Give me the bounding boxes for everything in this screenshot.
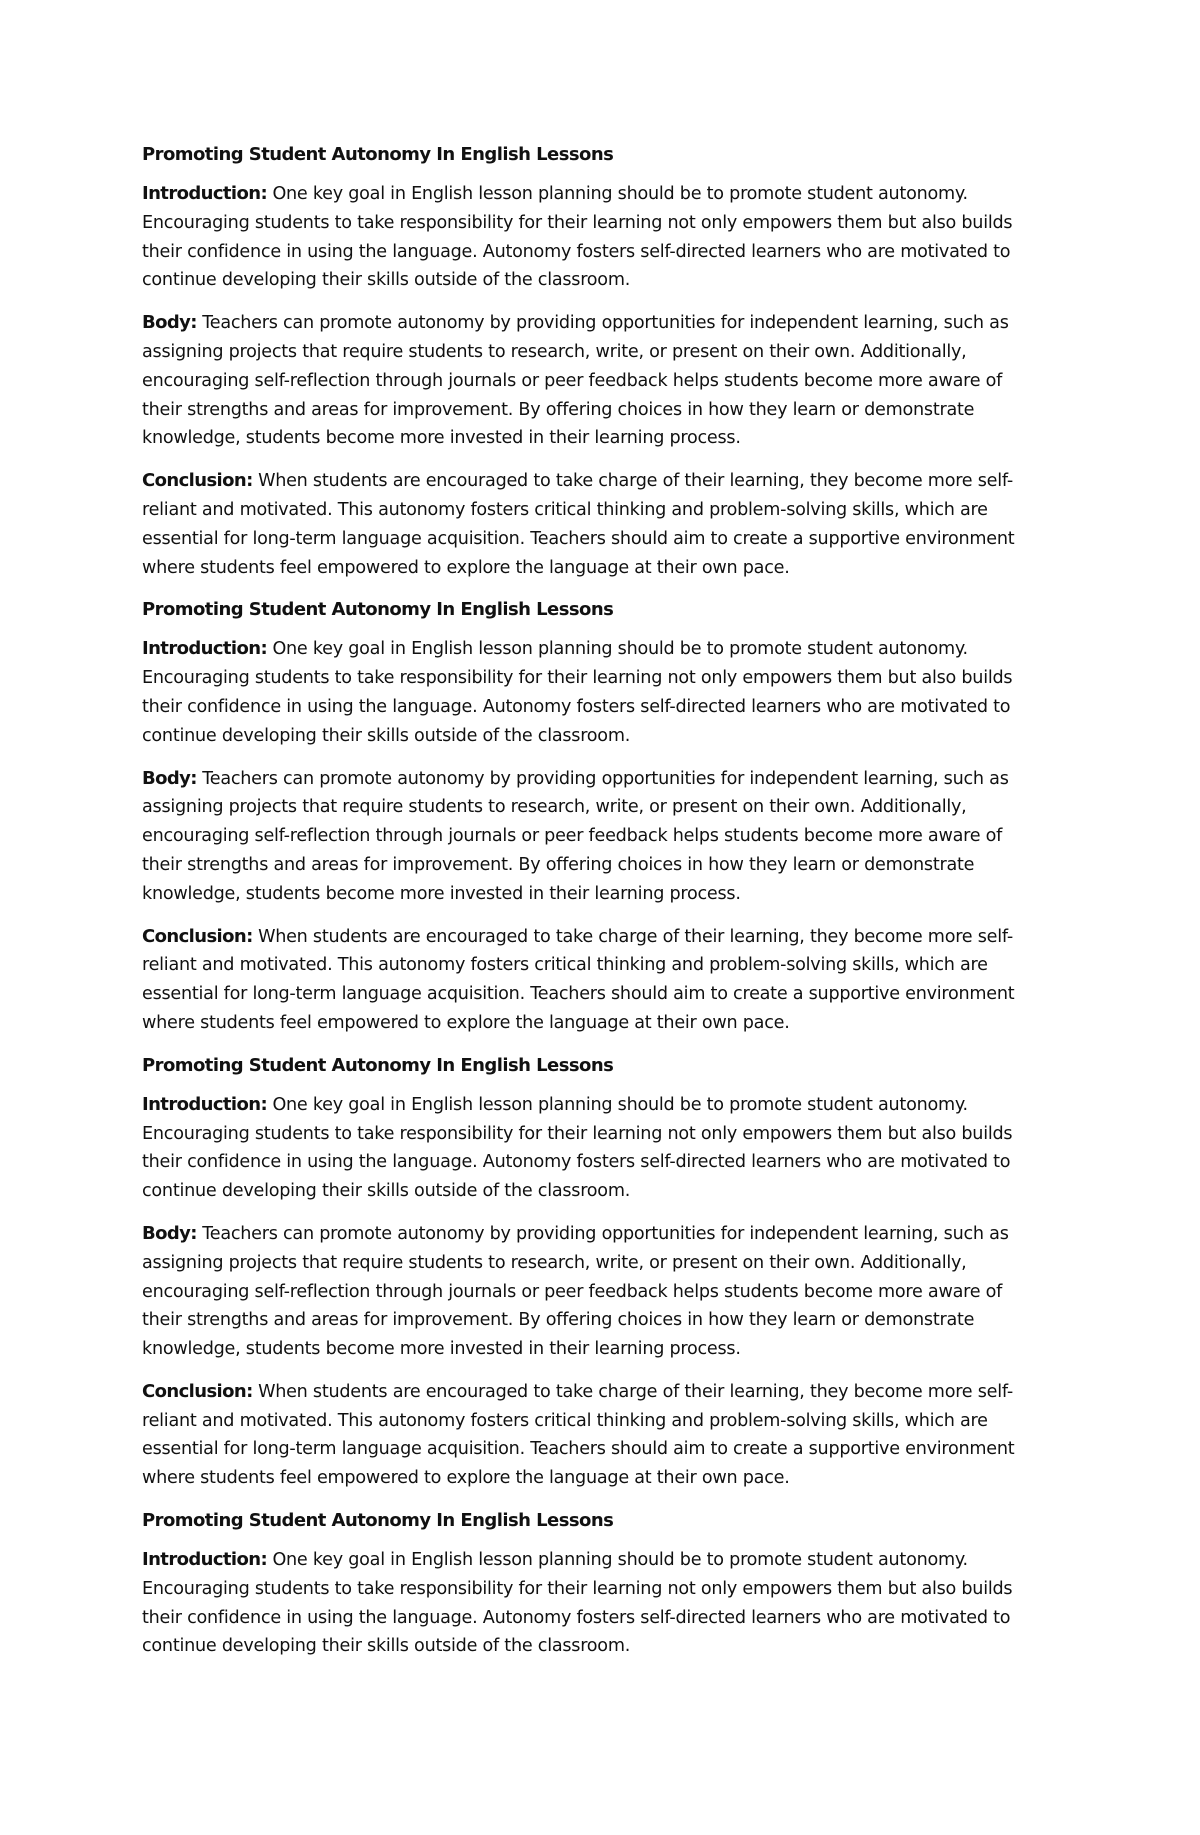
paragraph-line — [142, 367, 1042, 396]
line-text: reliant and motivated. This autonomy fosters critical thinking and problem-solving skills, which are — [142, 499, 988, 520]
paragraph-line — [142, 1435, 1042, 1464]
paragraph-line — [142, 664, 1042, 693]
paragraph-line — [142, 238, 1042, 267]
paragraph-line — [142, 396, 1042, 425]
line-text: essential for long-term language acquisition. Teachers should aim to create a supportive environment — [142, 984, 1015, 1005]
body-paragraph — [142, 923, 1042, 1038]
line-text: Encouraging students to take responsibility for their learning not only empowers them but also builds — [142, 212, 1013, 233]
body-paragraph — [142, 765, 1042, 909]
paragraph-line — [142, 496, 1042, 525]
line-text: continue developing their skills outside of the classroom. — [142, 1181, 631, 1202]
line-text: reliant and motivated. This autonomy fosters critical thinking and problem-solving skills, which are — [142, 1410, 988, 1431]
line-text: knowledge, students become more invested in their learning process. — [142, 883, 741, 904]
line-text: Encouraging students to take responsibility for their learning not only empowers them but also builds — [142, 1123, 1013, 1144]
line-text: One key goal in English lesson planning should be to promote student autonomy. — [272, 184, 968, 204]
paragraph-line — [142, 1546, 1042, 1575]
line-text: Teachers can promote autonomy by providing opportunities for independent learning, such as — [202, 768, 1009, 789]
line-text: their strengths and areas for improvement. By offering choices in how they learn or demonstrate — [142, 1310, 975, 1331]
paragraph-line — [142, 1604, 1042, 1633]
document-section — [142, 1507, 1042, 1661]
line-text: their confidence in using the language. Autonomy fosters self-directed learners who are motivated to — [142, 696, 1011, 717]
line-text: One key goal in English lesson planning should be to promote student autonomy. — [272, 1550, 968, 1571]
paragraph-line — [142, 851, 1042, 880]
paragraph-line — [142, 923, 1042, 952]
paragraph-line — [142, 951, 1042, 980]
line-text: encouraging self-reflection through journals or peer feedback helps students become more aware of — [142, 370, 1003, 391]
paragraph-line — [142, 266, 1042, 295]
line-text: assigning projects that require students to research, write, or present on their own. Additionally, — [142, 1252, 967, 1273]
paragraph-line — [142, 1335, 1042, 1364]
body-paragraph — [142, 180, 1042, 295]
body-paragraph — [142, 635, 1042, 750]
paragraph-line — [142, 1091, 1042, 1120]
paragraph-line — [142, 722, 1042, 751]
paragraph-label: Introduction: — [142, 638, 268, 660]
paragraph-label: Introduction: — [142, 183, 268, 204]
paragraph-line — [142, 309, 1042, 338]
paragraph-line — [142, 180, 1042, 209]
line-text: When students are encouraged to take charge of their learning, they become more self- — [258, 1381, 1013, 1402]
line-text: encouraging self-reflection through journals or peer feedback helps students become more aware of — [142, 1281, 1003, 1302]
section-heading: Promoting Student Autonomy In English Lessons — [142, 1054, 614, 1076]
paragraph-label: Body: — [142, 1222, 197, 1244]
paragraph-line — [142, 554, 1042, 583]
line-text: their confidence in using the language. Autonomy fosters self-directed learners who are motivated to — [142, 1152, 1011, 1173]
paragraph-line — [142, 693, 1042, 722]
paragraph-line — [142, 1120, 1042, 1149]
line-text: their strengths and areas for improvement. By offering choices in how they learn or demonstrate — [142, 399, 975, 420]
body-paragraph — [142, 467, 1042, 582]
paragraph-line — [142, 1278, 1042, 1307]
line-text: When students are encouraged to take charge of their learning, they become more self- — [258, 471, 1013, 492]
paragraph-line — [142, 209, 1042, 238]
paragraph-line — [142, 980, 1042, 1009]
line-text: knowledge, students become more invested in their learning process. — [142, 428, 741, 449]
paragraph-line — [142, 1464, 1042, 1493]
paragraph-line — [142, 1009, 1042, 1038]
line-text: continue developing their skills outside of the classroom. — [142, 270, 631, 291]
line-text: Encouraging students to take responsibility for their learning not only empowers them but also builds — [142, 668, 1013, 689]
line-text: When students are encouraged to take charge of their learning, they become more self- — [258, 926, 1013, 947]
line-text: knowledge, students become more invested in their learning process. — [142, 1339, 741, 1360]
paragraph-line — [142, 1407, 1042, 1436]
paragraph-label: Introduction: — [142, 1549, 268, 1571]
paragraph-line — [142, 1249, 1042, 1278]
section-heading: Promoting Student Autonomy In English Lessons — [142, 1510, 614, 1532]
line-text: where students feel empowered to explore the language at their own pace. — [142, 1012, 790, 1033]
paragraph-line — [142, 424, 1042, 453]
paragraph-label: Conclusion: — [142, 470, 253, 492]
line-text: assigning projects that require students to research, write, or present on their own. Additionally, — [142, 797, 967, 818]
line-text: their confidence in using the language. Autonomy fosters self-directed learners who are motivated to — [142, 1607, 1011, 1628]
document-section — [142, 596, 1042, 1037]
paragraph-line — [142, 1220, 1042, 1249]
line-text: encouraging self-reflection through journals or peer feedback helps students become more aware of — [142, 826, 1003, 847]
paragraph-line — [142, 1306, 1042, 1335]
line-text: reliant and motivated. This autonomy fosters critical thinking and problem-solving skills, which are — [142, 955, 988, 976]
paragraph-line — [142, 338, 1042, 367]
document-section — [142, 141, 1042, 582]
line-text: where students feel empowered to explore the language at their own pace. — [142, 557, 790, 578]
line-text: essential for long-term language acquisition. Teachers should aim to create a supportive environment — [142, 1439, 1015, 1460]
line-text: Encouraging students to take responsibility for their learning not only empowers them but also builds — [142, 1578, 1013, 1599]
paragraph-line — [142, 880, 1042, 909]
section-heading: Promoting Student Autonomy In English Lessons — [142, 144, 614, 165]
paragraph-line — [142, 525, 1042, 554]
paragraph-label: Body: — [142, 312, 197, 334]
paragraph-label: Introduction: — [142, 1093, 268, 1115]
body-paragraph — [142, 1546, 1042, 1661]
line-text: their strengths and areas for improvement. By offering choices in how they learn or demonstrate — [142, 854, 975, 875]
paragraph-line — [142, 765, 1042, 794]
line-text: their confidence in using the language. Autonomy fosters self-directed learners who are motivated to — [142, 241, 1011, 262]
paragraph-label: Body: — [142, 767, 197, 789]
line-text: Teachers can promote autonomy by providing opportunities for independent learning, such as — [202, 1223, 1009, 1244]
body-paragraph — [142, 1220, 1042, 1364]
body-paragraph — [142, 309, 1042, 453]
line-text: One key goal in English lesson planning should be to promote student autonomy. — [272, 639, 968, 660]
paragraph-label: Conclusion: — [142, 925, 253, 947]
paragraph-line — [142, 1177, 1042, 1206]
line-text: Teachers can promote autonomy by providing opportunities for independent learning, such as — [202, 313, 1009, 334]
paragraph-line — [142, 635, 1042, 664]
document-section — [142, 1052, 1042, 1493]
line-text: continue developing their skills outside of the classroom. — [142, 725, 631, 746]
line-text: essential for long-term language acquisition. Teachers should aim to create a supportive environment — [142, 528, 1015, 549]
document-body — [142, 141, 1042, 1675]
line-text: where students feel empowered to explore the language at their own pace. — [142, 1468, 790, 1489]
paragraph-line — [142, 793, 1042, 822]
paragraph-line — [142, 1632, 1042, 1661]
paragraph-line — [142, 467, 1042, 496]
paragraph-label: Conclusion: — [142, 1380, 253, 1402]
line-text: One key goal in English lesson planning should be to promote student autonomy. — [272, 1094, 968, 1115]
body-paragraph — [142, 1378, 1042, 1493]
paragraph-line — [142, 1575, 1042, 1604]
paragraph-line — [142, 822, 1042, 851]
body-paragraph — [142, 1091, 1042, 1206]
section-heading: Promoting Student Autonomy In English Lessons — [142, 599, 614, 621]
line-text: continue developing their skills outside of the classroom. — [142, 1636, 631, 1657]
paragraph-line — [142, 1148, 1042, 1177]
line-text: assigning projects that require students to research, write, or present on their own. Additionally, — [142, 341, 967, 362]
paragraph-line — [142, 1378, 1042, 1407]
